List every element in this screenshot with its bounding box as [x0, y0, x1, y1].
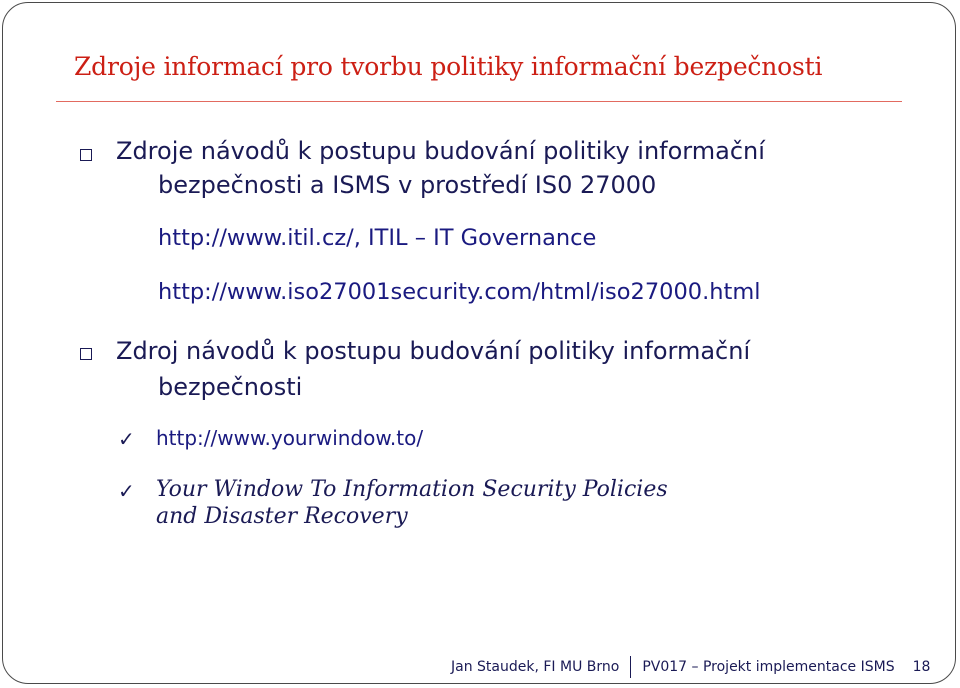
footer-author: Jan Staudek, FI MU Brno: [451, 659, 620, 675]
square-bullet-icon: [80, 149, 92, 161]
link-yourwindow-row: [156, 423, 423, 453]
square-bullet-icon: [80, 348, 92, 360]
bullet2-line1: Zdroj návodů k postupu budování politiky informační: [116, 337, 751, 365]
title-divider: [56, 101, 902, 102]
bullet1-line2: bezpečnosti a ISMS v prostředí IS0 27000: [158, 171, 657, 199]
bullet2-line2: bezpečnosti: [158, 373, 303, 401]
link-iso27001security-row: [158, 277, 761, 307]
slide-title: Zdroje informací pro tvorbu politiky informační bezpečnosti: [74, 52, 823, 81]
checkmark-icon: ✓: [118, 479, 135, 503]
page-number: 18: [912, 659, 931, 675]
link-itil-suffix: , ITIL – IT Governance: [353, 225, 597, 251]
slide-footer: [451, 656, 930, 678]
footer-separator: [630, 656, 631, 678]
checkmark-icon: ✓: [118, 427, 135, 451]
check2-line2: and Disaster Recovery: [156, 504, 408, 529]
footer-course: PV017 – Projekt implementace ISMS: [642, 659, 895, 675]
link-itil-row: [158, 223, 596, 253]
link-itil[interactable]: http://www.itil.cz/: [158, 225, 354, 251]
bullet1-line1: Zdroje návodů k postupu budování politiky informační: [116, 137, 765, 165]
link-iso27001security[interactable]: http://www.iso27001security.com/html/iso27000.html: [158, 279, 761, 305]
check2-line1: Your Window To Information Security Policies: [156, 477, 668, 502]
link-yourwindow[interactable]: http://www.yourwindow.to/: [156, 426, 424, 450]
